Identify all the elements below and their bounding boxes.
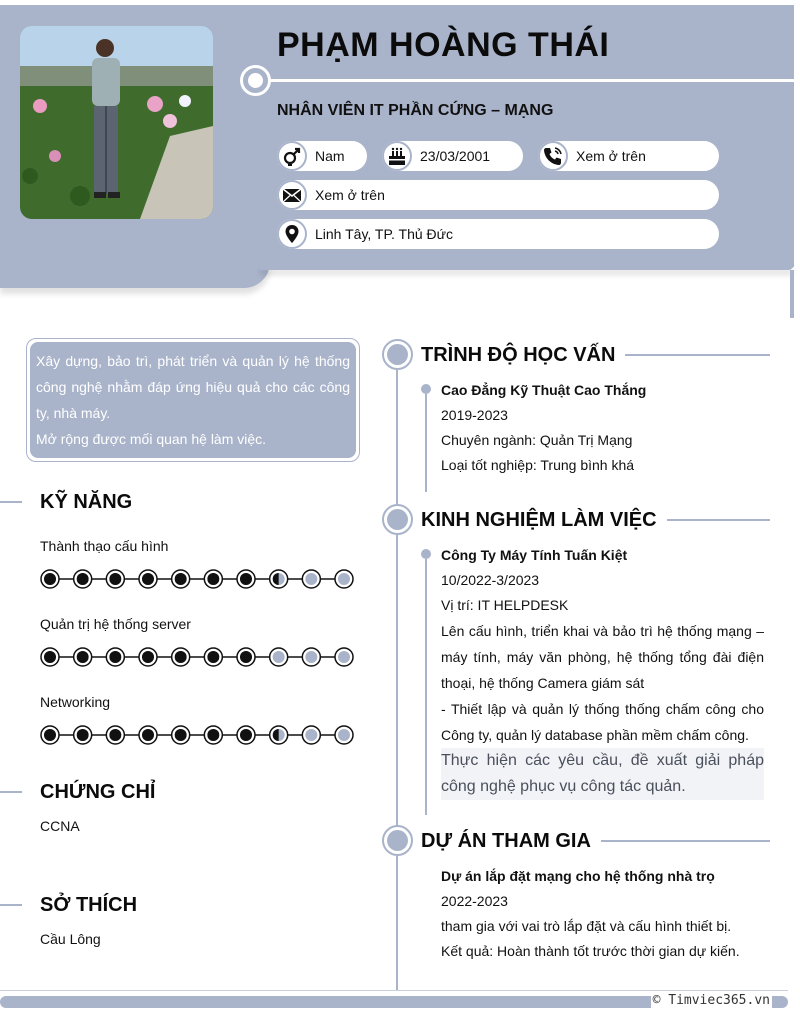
skill-dot [106, 726, 124, 744]
gender-value: Nam [315, 148, 345, 164]
career-objective [30, 342, 356, 458]
skill-dot [106, 570, 124, 588]
skill-dot [139, 726, 157, 744]
education-title: TRÌNH ĐỘ HỌC VẤN [421, 344, 625, 367]
skill-rating [40, 725, 354, 745]
experience-marker [382, 504, 413, 535]
project-result: Kết quả: Hoàn thành tốt trước thời gian dự kiến. [441, 943, 740, 959]
phone-value: Xem ở trên [576, 148, 646, 164]
skill-dot [204, 648, 222, 666]
project-name: Dự án lắp đặt mạng cho hệ thống nhà trọ [441, 868, 715, 884]
education-rule [612, 354, 770, 356]
skill-dot [335, 570, 353, 588]
address-field [277, 219, 719, 249]
project-role: tham gia với vai trò lắp đặt và cấu hình thiết bị. [441, 918, 732, 934]
name-divider-dot [240, 65, 271, 96]
skill-dot [302, 570, 320, 588]
skill-dot [74, 726, 92, 744]
cake-icon [382, 141, 412, 171]
skills-title: KỸ NĂNG [40, 491, 133, 513]
certificates-title: CHỨNG CHỈ [40, 781, 156, 803]
education-major: Chuyên ngành: Quản Trị Mạng [441, 432, 633, 448]
candidate-name: PHẠM HOÀNG THÁI [277, 26, 610, 64]
experience-description: Thực hiện các yêu cầu, đề xuất giải pháp công nghệ phục vụ công tác quản. [441, 748, 764, 800]
location-pin-icon [277, 219, 307, 249]
certificates-marker [0, 791, 22, 793]
experience-item-line [425, 559, 427, 815]
experience-period: 10/2022-3/2023 [441, 572, 540, 588]
education-item-dot [421, 384, 431, 394]
experience-title: KINH NGHIỆM LÀM VIỆC [421, 509, 667, 532]
skill-dot [41, 570, 59, 588]
education-grade: Loại tốt nghiệp: Trung bình khá [441, 457, 635, 473]
skill-dot [270, 648, 288, 666]
experience-item-dot [421, 549, 431, 559]
header-right-edge [790, 270, 794, 318]
address-value: Linh Tây, TP. Thủ Đức [315, 226, 454, 242]
skill-dot [41, 726, 59, 744]
email-value: Xem ở trên [315, 187, 385, 203]
email-field [277, 180, 719, 210]
skill-dot [139, 648, 157, 666]
skill-dot [172, 570, 190, 588]
skill-dot [106, 648, 124, 666]
skill-dot [335, 648, 353, 666]
skill-name: Networking [40, 694, 111, 710]
education-entry [441, 378, 764, 478]
envelope-icon [277, 180, 307, 210]
skill-dot [41, 648, 59, 666]
header-tab [0, 262, 270, 288]
experience-description: Lên cấu hình, triển khai và bảo trì hệ thống mạng – máy tính, máy văn phòng, hệ thống tổng đài điện thoại, hệ thống Camera giám sát [441, 623, 764, 691]
gender-icon [277, 141, 307, 171]
certificate-item: CCNA [40, 818, 80, 834]
skill-dot [302, 648, 320, 666]
objective-text: Xây dựng, bảo trì, phát triển và quản lý hệ thống công nghệ nhằm đáp ứng hiệu quả cho các công ty, nhà máy. [36, 353, 350, 421]
experience-description: - Thiết lập và quản lý thống thống chấm công cho Công ty, quản lý database phần mềm chấm công. [441, 701, 764, 743]
skill-rating [40, 569, 354, 589]
project-period: 2022-2023 [441, 893, 508, 909]
skill-dot [270, 726, 288, 744]
skill-dot [172, 648, 190, 666]
hobbies-marker [0, 904, 22, 906]
phone-icon [538, 141, 568, 171]
skill-dot [335, 726, 353, 744]
skill-rating [40, 647, 354, 667]
experience-position: Vị trí: IT HELPDESK [441, 597, 569, 613]
project-entry [441, 864, 764, 964]
skill-dot [237, 648, 255, 666]
projects-rule [590, 840, 770, 842]
skill-name: Quản trị hệ thống server [40, 616, 191, 632]
education-period: 2019-2023 [441, 407, 508, 423]
skill-dot [237, 570, 255, 588]
hobbies-title: SỞ THÍCH [40, 894, 138, 916]
birthday-field [382, 141, 523, 171]
birthday-value: 23/03/2001 [420, 148, 491, 164]
skill-dot [172, 726, 190, 744]
school-name: Cao Đẳng Kỹ Thuật Cao Thắng [441, 382, 647, 398]
company-name: Công Ty Máy Tính Tuấn Kiệt [441, 547, 628, 563]
gender-field [277, 141, 367, 171]
job-title: NHÂN VIÊN IT PHẦN CỨNG – MẠNG [277, 102, 554, 119]
footer-rule [0, 990, 788, 991]
skill-dot [74, 648, 92, 666]
education-item-line [425, 394, 427, 492]
hobby-item: Cầu Lông [40, 931, 101, 947]
skill-dot [204, 726, 222, 744]
skill-dot [302, 726, 320, 744]
skill-dot [139, 570, 157, 588]
skill-dot [237, 726, 255, 744]
profile-photo [20, 26, 213, 219]
skill-dot [270, 570, 288, 588]
objective-text-2: Mở rộng được mối quan hệ làm việc. [36, 431, 267, 447]
projects-marker [382, 825, 413, 856]
experience-entry [441, 543, 764, 800]
header-bottom-edge [260, 264, 794, 270]
education-marker [382, 339, 413, 370]
projects-title: DỰ ÁN THAM GIA [421, 830, 601, 853]
skill-name: Thành thạo cấu hình [40, 538, 169, 554]
timeline-line [396, 368, 398, 990]
experience-rule [654, 519, 770, 521]
skill-dot [74, 570, 92, 588]
copyright: © Timviec365.vn [652, 993, 770, 1008]
phone-field [538, 141, 719, 171]
name-divider [262, 79, 794, 82]
skills-marker [0, 501, 22, 503]
skill-dot [204, 570, 222, 588]
